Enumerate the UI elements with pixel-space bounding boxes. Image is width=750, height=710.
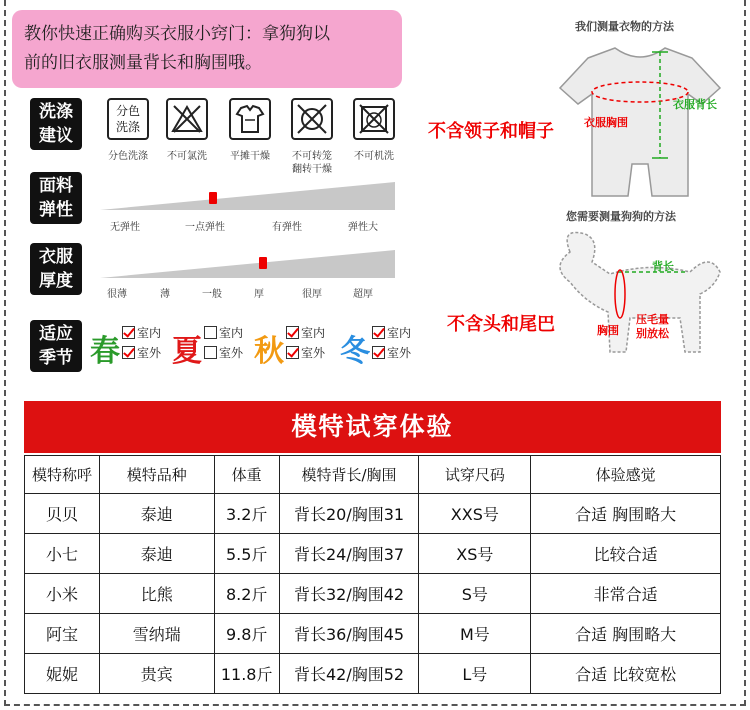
season-1-outdoor-checkbox[interactable] <box>122 344 161 361</box>
thickness-scale-3: 一般 <box>202 289 222 300</box>
clothes-diagram <box>540 36 740 206</box>
wash-label: 洗涤 建议 <box>30 98 82 150</box>
column-header: 模特背长/胸围 <box>279 456 419 494</box>
thickness-scale-4: 厚 <box>254 289 264 300</box>
table-cell: XS号 <box>419 534 531 574</box>
season-option-label: 室内 <box>301 326 326 340</box>
table-cell: 背长42/胸围52 <box>279 654 419 694</box>
table-cell: 泰迪 <box>99 534 214 574</box>
season-option-label: 室外 <box>137 346 162 360</box>
season-option-label: 室内 <box>219 326 244 340</box>
thickness-scale-1: 很薄 <box>107 289 127 300</box>
table-cell: 雪纳瑞 <box>99 614 214 654</box>
intro-line-2: 前的旧衣服测量背长和胸围哦。 <box>24 53 262 73</box>
thickness-marker <box>259 257 267 269</box>
dog-fur-note: 压毛量 别放松 <box>636 313 669 340</box>
thickness-scale-5: 很厚 <box>302 289 322 300</box>
elasticity-scale-4: 弹性大 <box>348 222 378 233</box>
wash-caption-2: 不可氯洗 <box>167 151 207 162</box>
table-cell: 贵宾 <box>99 654 214 694</box>
column-header: 试穿尺码 <box>419 456 531 494</box>
table-header-row <box>25 456 721 494</box>
table-cell: 3.2斤 <box>214 494 279 534</box>
season-3-indoor-checkbox[interactable] <box>286 324 325 341</box>
table-cell: 背长24/胸围37 <box>279 534 419 574</box>
table-cell: 比熊 <box>99 574 214 614</box>
checkbox-icon <box>204 326 217 339</box>
no-bleach-icon <box>166 98 208 140</box>
checkbox-icon <box>372 346 385 359</box>
no-head-tail-note: 不含头和尾巴 <box>447 314 555 335</box>
checkbox-icon <box>372 326 385 339</box>
season-option-label: 室外 <box>387 346 412 360</box>
thickness-scale-6: 超厚 <box>353 289 373 300</box>
season-option-label: 室内 <box>137 326 162 340</box>
table-cell: 8.2斤 <box>214 574 279 614</box>
table-cell: 泰迪 <box>99 494 214 534</box>
table-cell: 5.5斤 <box>214 534 279 574</box>
intro-banner <box>12 10 402 88</box>
elasticity-scale-3: 有弹性 <box>272 222 302 233</box>
table-cell: L号 <box>419 654 531 694</box>
season-3-outdoor-checkbox[interactable] <box>286 344 325 361</box>
checkbox-icon <box>204 346 217 359</box>
table-cell: 背长32/胸围42 <box>279 574 419 614</box>
table-cell: 比较合适 <box>531 534 721 574</box>
table-cell: 阿宝 <box>25 614 100 654</box>
season-label: 适应 季节 <box>30 320 82 372</box>
wash-caption-1: 分色洗涤 <box>108 151 148 162</box>
table-cell: 非常合适 <box>531 574 721 614</box>
checkbox-icon <box>286 346 299 359</box>
wash-caption-4: 不可转笼 翻转干燥 <box>292 151 332 175</box>
thickness-label: 衣服 厚度 <box>30 243 82 295</box>
table-cell: 9.8斤 <box>214 614 279 654</box>
elasticity-label: 面料 弹性 <box>30 172 82 224</box>
elasticity-marker <box>209 192 217 204</box>
table-cell: 合适 胸围略大 <box>531 614 721 654</box>
table-cell: 11.8斤 <box>214 654 279 694</box>
table-row <box>25 654 721 694</box>
table-cell: 妮妮 <box>25 654 100 694</box>
clothes-chest-label: 衣服胸围 <box>584 116 628 129</box>
season-1: 春 <box>90 334 120 369</box>
season-3: 秋 <box>254 334 284 369</box>
season-4-indoor-checkbox[interactable] <box>372 324 411 341</box>
wash-caption-3: 平摊干燥 <box>230 151 270 162</box>
column-header: 体验感觉 <box>531 456 721 494</box>
season-2-indoor-checkbox[interactable] <box>204 324 243 341</box>
elasticity-scale-2: 一点弹性 <box>185 222 225 233</box>
thickness-scale-2: 薄 <box>160 289 170 300</box>
table-cell: XXS号 <box>419 494 531 534</box>
clothes-measure-title: 我们测量衣物的方法 <box>575 20 674 33</box>
thickness-wedge <box>100 250 395 278</box>
season-2: 夏 <box>172 334 202 369</box>
dog-diagram <box>540 222 740 372</box>
column-header: 模特品种 <box>99 456 214 494</box>
elasticity-scale-1: 无弹性 <box>110 222 140 233</box>
season-4: 冬 <box>340 334 370 369</box>
table-row <box>25 574 721 614</box>
table-row <box>25 534 721 574</box>
dog-measure-title: 您需要测量狗狗的方法 <box>566 210 676 223</box>
table-row <box>25 614 721 654</box>
intro-line-1: 教你快速正确购买衣服小窍门：拿狗狗以 <box>24 24 330 44</box>
season-option-label: 室外 <box>219 346 244 360</box>
color-separate-icon: 分色 洗涤 <box>107 98 149 140</box>
table-cell: 背长36/胸围45 <box>279 614 419 654</box>
clothes-back-label: 衣服背长 <box>673 98 717 111</box>
no-tumble-dry-icon <box>291 98 333 140</box>
elasticity-wedge <box>100 182 395 210</box>
no-machine-wash-icon <box>353 98 395 140</box>
table-cell: M号 <box>419 614 531 654</box>
dog-back-label: 背长 <box>652 260 674 273</box>
season-1-indoor-checkbox[interactable] <box>122 324 161 341</box>
table-cell: 合适 比较宽松 <box>531 654 721 694</box>
table-title: 模特试穿体验 <box>24 401 721 453</box>
table-cell: 小七 <box>25 534 100 574</box>
season-option-label: 室外 <box>301 346 326 360</box>
wash-caption-5: 不可机洗 <box>354 151 394 162</box>
table-row <box>25 494 721 534</box>
table-cell: 贝贝 <box>25 494 100 534</box>
flat-dry-icon <box>229 98 271 140</box>
table-cell: 合适 胸围略大 <box>531 494 721 534</box>
model-table <box>24 455 721 694</box>
season-2-outdoor-checkbox[interactable] <box>204 344 243 361</box>
table-cell: S号 <box>419 574 531 614</box>
column-header: 体重 <box>214 456 279 494</box>
checkbox-icon <box>286 326 299 339</box>
no-collar-hood-note: 不含领子和帽子 <box>428 121 554 142</box>
table-cell: 小米 <box>25 574 100 614</box>
table-cell: 背长20/胸围31 <box>279 494 419 534</box>
checkbox-icon <box>122 346 135 359</box>
checkbox-icon <box>122 326 135 339</box>
season-option-label: 室内 <box>387 326 412 340</box>
column-header: 模特称呼 <box>25 456 100 494</box>
dog-chest-label: 胸围 <box>597 324 619 337</box>
season-4-outdoor-checkbox[interactable] <box>372 344 411 361</box>
